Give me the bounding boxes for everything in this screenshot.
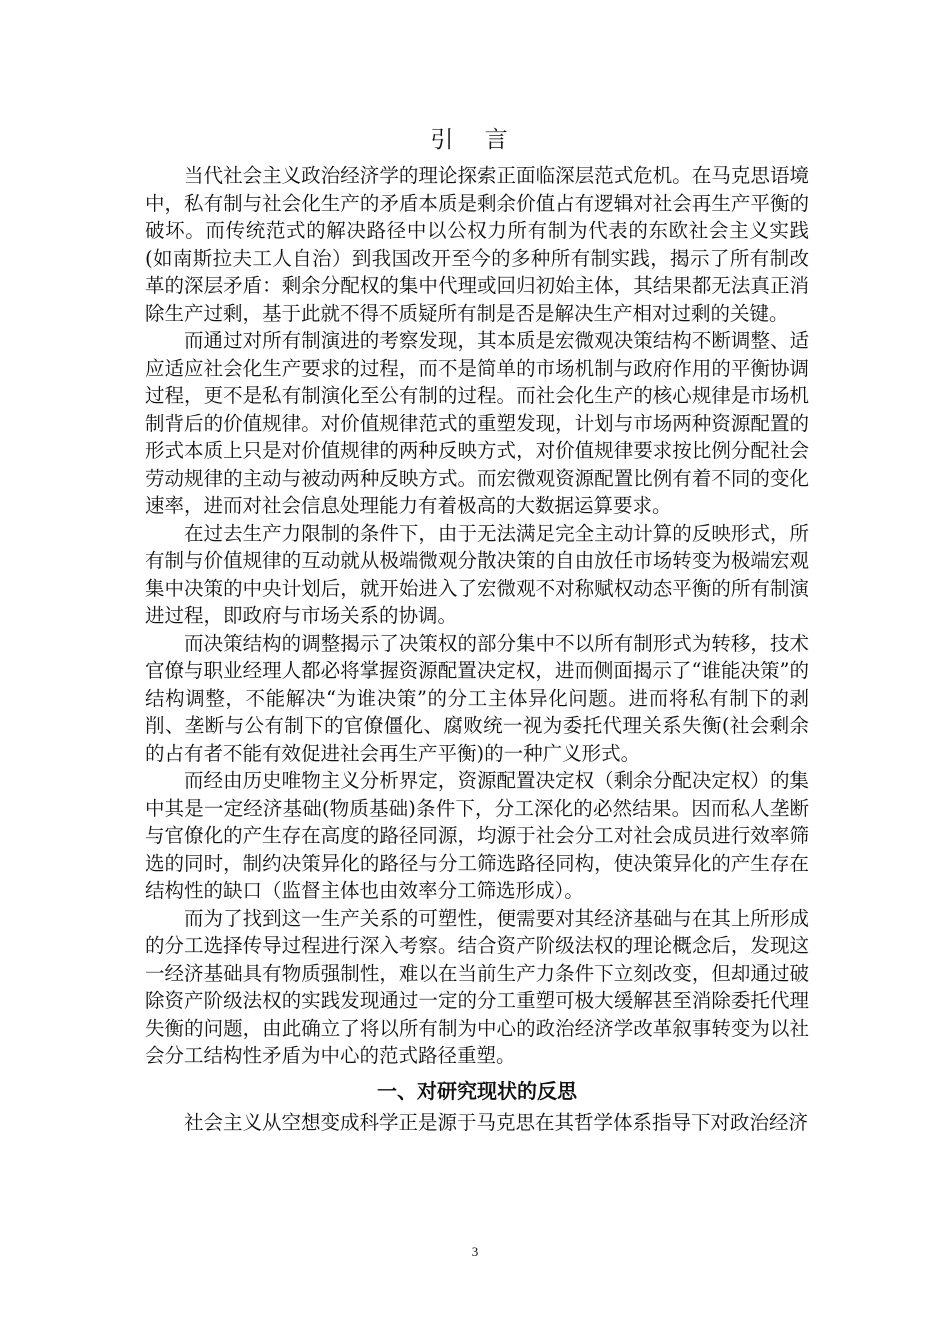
paragraph-6: 而为了找到这一生产关系的可塑性，便需要对其经济基础与在其上所形成的分工选择传导过程进行深入考察。结合资产阶级法权的理论概念后，发现这一经济基础具有物质强制性，难以在当前生产力条件下立刻改变，但却通过破除资产阶级法权的实践发现通过一定的分工重塑可极大缓解甚至消除委托代理失衡的问题，由此确立了将以所有制为中心的政治经济学改革叙事转变为以社会分工结构性矛盾为中心的范式路径重塑。 bbox=[145, 906, 809, 1067]
paragraph-3: 在过去生产力限制的条件下，由于无法满足完全主动计算的反映形式，所有制与价值规律的互动就从极端微观分散决策的自由放任市场转变为极端宏观集中决策的中央计划后，就开始进入了宏微观不对称赋权动态平衡的所有制演进过程，即政府与市场关系的协调。 bbox=[145, 521, 809, 627]
paragraph-4: 而决策结构的调整揭示了决策权的部分集中不以所有制形式为转移，技术官僚与职业经理人都必将掌握资源配置决定权，进而侧面揭示了“谁能决策”的结构调整，不能解决“为谁决策”的分工主体异化问题。进而将私有制下的剥削、垄断与公有制下的官僚僵化、腐败统一视为委托代理关系失衡(社会剩余的占有者不能有效促进社会再生产平衡)的一种广义形式。 bbox=[145, 631, 809, 765]
paragraph-1: 当代社会主义政治经济学的理论探索正面临深层范式危机。在马克思语境中，私有制与社会化生产的矛盾本质是剩余价值占有逻辑对社会再生产平衡的破坏。而传统范式的解决路径中以公权力所有制为代表的东欧社会主义实践(如南斯拉夫工人自治）到我国改开至今的多种所有制实践，揭示了所有制改革的深层矛盾：剩余分配权的集中代理或回归初始主体，其结果都无法真正消除生产过剩，基于此就不得不质疑所有制是否是解决生产相对过剩的关键。 bbox=[145, 164, 809, 325]
page-number: 3 bbox=[471, 1244, 479, 1259]
page-title: 引 言 bbox=[430, 127, 520, 153]
section-heading: 一、对研究现状的反思 bbox=[377, 1078, 577, 1103]
paragraph-2: 而通过对所有制演进的考察发现，其本质是宏微观决策结构不断调整、适应适应社会化生产要求的过程，而不是简单的市场机制与政府作用的平衡协调过程，更不是私有制演化至公有制的过程。而社会化生产的核心规律是市场机制背后的价值规律。对价值规律范式的重塑发现，计划与市场两种资源配置的形式本质上只是对价值规律的两种反映方式，对价值规律要求按比例分配社会劳动规律的主动与被动两种反映方式。而宏微观资源配置比例有着不同的变化速率，进而对社会信息处理能力有着极高的大数据运算要求。 bbox=[145, 329, 809, 517]
section-paragraph: 社会主义从空想变成科学正是源于马克思在其哲学体系指导下对政治经济 bbox=[184, 1110, 809, 1134]
paragraph-5: 而经由历史唯物主义分析界定，资源配置决定权（剩余分配决定权）的集中其是一定经济基础(物质基础)条件下，分工深化的必然结果。因而私人垄断与官僚化的产生存在高度的路径同源，均源于社会分工对社会成员进行效率筛选的同时，制约决策异化的路径与分工筛选路径同构，使决策异化的产生存在结构性的缺口（监督主体也由效率分工筛选形成）。 bbox=[145, 769, 809, 902]
body-text bbox=[145, 162, 809, 1136]
